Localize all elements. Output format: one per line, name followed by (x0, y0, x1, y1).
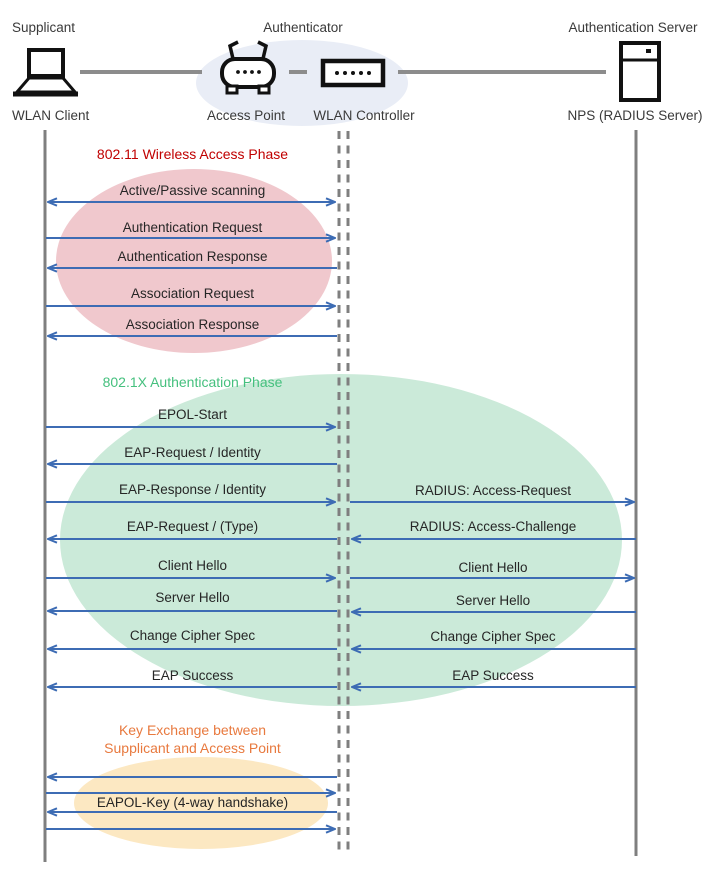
msg-change-cipher-spec-right: Change Cipher Spec (430, 629, 556, 644)
phase1-title: 802.11 Wireless Access Phase (96, 146, 289, 162)
msg-server-hello-left: Server Hello (155, 590, 230, 605)
msg-eap-request-identity: EAP-Request / Identity (124, 445, 261, 460)
msg-client-hello-right: Client Hello (458, 560, 528, 575)
phase3-title-line2: Supplicant and Access Point (104, 740, 281, 756)
msg-association-request: Association Request (130, 286, 255, 301)
msg-eap-success-left: EAP Success (151, 668, 234, 683)
phase2-title: 802.1X Authentication Phase (102, 374, 283, 390)
msg-change-cipher-spec-left: Change Cipher Spec (129, 628, 256, 643)
device-nps-label: NPS (RADIUS Server) (567, 108, 703, 123)
msg-epol-start: EPOL-Start (157, 407, 228, 422)
device-wlan-controller-label: WLAN Controller (313, 108, 415, 123)
msg-eapol-key-handshake: EAPOL-Key (4-way handshake) (96, 795, 289, 810)
msg-association-response: Association Response (125, 317, 260, 332)
msg-server-hello-right: Server Hello (455, 593, 531, 608)
role-supplicant-label: Supplicant (12, 20, 76, 35)
role-authenticator-label: Authenticator (263, 20, 343, 35)
phase3-title-line1: Key Exchange between (118, 722, 267, 738)
device-access-point-label: Access Point (206, 108, 286, 123)
msg-radius-access-request: RADIUS: Access-Request (414, 483, 572, 498)
msg-authentication-request: Authentication Request (122, 220, 263, 235)
msg-authentication-response: Authentication Response (117, 249, 268, 264)
msg-active-passive-scanning: Active/Passive scanning (119, 183, 266, 198)
wlan-controller-icon (323, 61, 383, 85)
msg-eap-success-right: EAP Success (452, 668, 534, 683)
msg-eap-response-identity: EAP-Response / Identity (118, 482, 267, 497)
msg-eap-request-type: EAP-Request / (Type) (126, 519, 259, 534)
server-icon (621, 43, 659, 100)
msg-client-hello-left: Client Hello (157, 558, 228, 573)
laptop-icon (13, 50, 78, 94)
msg-radius-access-challenge: RADIUS: Access-Challenge (409, 519, 577, 534)
device-wlan-client-label: WLAN Client (12, 108, 90, 123)
role-auth-server-label: Authentication Server (568, 20, 698, 35)
